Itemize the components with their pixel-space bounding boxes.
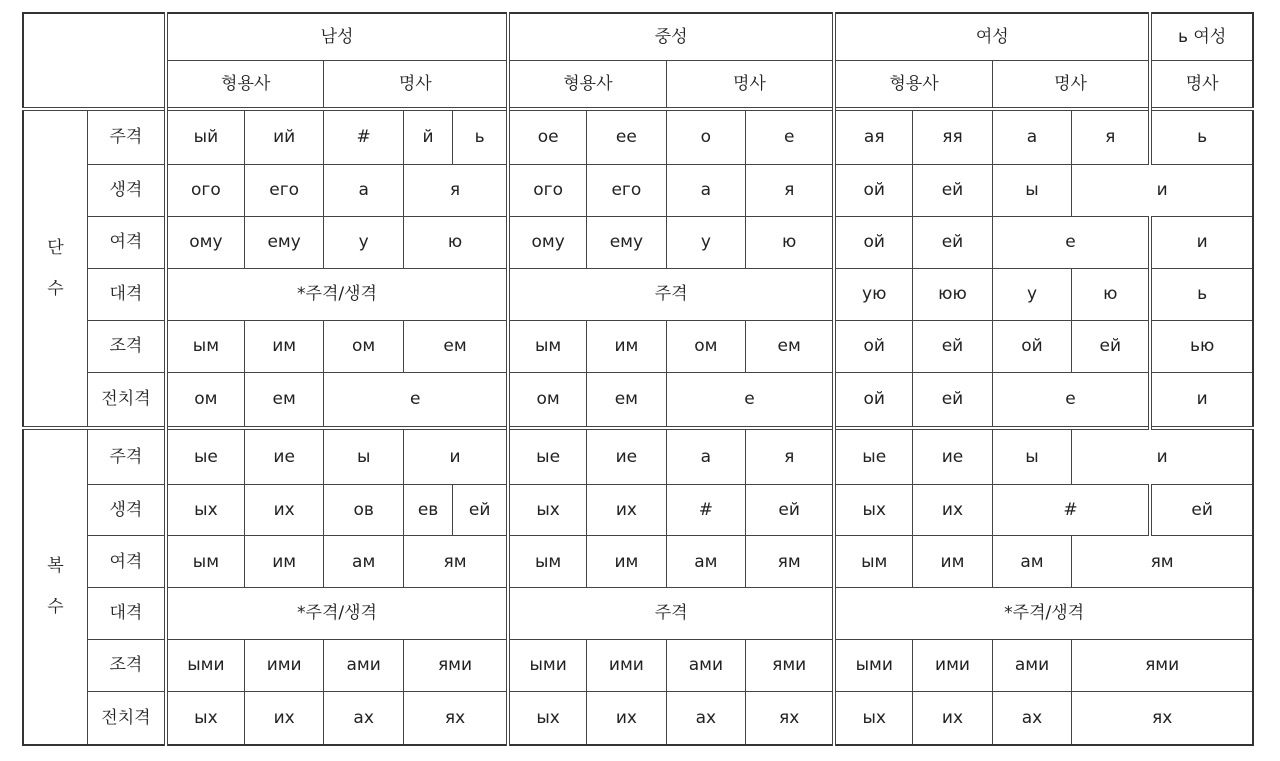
ending-cell: его bbox=[587, 165, 667, 217]
ending-cell: ым bbox=[508, 536, 587, 588]
ending-cell: им bbox=[587, 321, 667, 373]
plural-label bbox=[23, 428, 87, 745]
ending-cell: е bbox=[666, 372, 834, 428]
ending-cell: ы bbox=[992, 428, 1072, 484]
declension-table bbox=[22, 12, 1254, 746]
case-label: 조격 bbox=[87, 321, 166, 373]
ending-cell: юю bbox=[913, 269, 993, 321]
ending-cell: ую bbox=[834, 269, 913, 321]
ending-cell: ого bbox=[508, 165, 587, 217]
ending-cell: ыми bbox=[834, 640, 913, 692]
ending-cell: е bbox=[324, 372, 508, 428]
ending-cell: и bbox=[1150, 372, 1253, 428]
ending-cell: ее bbox=[587, 109, 667, 165]
ending-cell: ые bbox=[834, 428, 913, 484]
ending-cell: их bbox=[244, 484, 324, 536]
ending-cell: ей bbox=[746, 484, 835, 536]
header-feminine: 여성 bbox=[834, 13, 1150, 61]
case-label: 주격 bbox=[87, 109, 166, 165]
singular-label bbox=[23, 109, 87, 428]
ending-cell: ой bbox=[992, 321, 1072, 373]
ending-cell: ой bbox=[834, 217, 913, 269]
header-masculine: 남성 bbox=[166, 13, 508, 61]
ending-cell: ый bbox=[166, 109, 245, 165]
ending-cell: е bbox=[746, 109, 835, 165]
ending-cell: ей bbox=[913, 372, 993, 428]
ending-cell: ая bbox=[834, 109, 913, 165]
ending-cell: е bbox=[992, 372, 1150, 428]
ending-cell: его bbox=[244, 165, 324, 217]
ending-cell: ое bbox=[508, 109, 587, 165]
ending-cell: ей bbox=[453, 484, 508, 536]
ending-cell: а bbox=[666, 428, 746, 484]
ending-cell-merged: *주격/생격 bbox=[166, 588, 508, 640]
ending-cell: ым bbox=[166, 321, 245, 373]
ending-cell-merged: *주격/생격 bbox=[166, 269, 508, 321]
ending-cell: # bbox=[324, 109, 404, 165]
ending-cell: ах bbox=[324, 692, 404, 745]
ending-cell: им bbox=[244, 321, 324, 373]
ending-cell-merged: 주격 bbox=[508, 588, 834, 640]
ending-cell: я bbox=[1072, 109, 1151, 165]
ending-cell: ах bbox=[992, 692, 1072, 745]
ending-cell: их bbox=[244, 692, 324, 745]
ending-cell: ям bbox=[403, 536, 508, 588]
ending-cell: их bbox=[587, 692, 667, 745]
ending-cell: ю bbox=[403, 217, 508, 269]
ending-cell: ями bbox=[746, 640, 835, 692]
ending-cell: ях bbox=[1072, 692, 1253, 745]
case-label: 대격 bbox=[87, 269, 166, 321]
ending-cell: ых bbox=[166, 484, 245, 536]
ending-cell: ые bbox=[166, 428, 245, 484]
ending-cell: # bbox=[992, 484, 1150, 536]
ending-cell: # bbox=[666, 484, 746, 536]
ending-cell: ом bbox=[666, 321, 746, 373]
ending-cell: ей bbox=[1150, 484, 1253, 536]
ending-cell: ев bbox=[403, 484, 452, 536]
subheader-masculine-adjective: 형용사 bbox=[166, 61, 324, 110]
ending-cell: ью bbox=[1150, 321, 1253, 373]
ending-cell: ь bbox=[453, 109, 508, 165]
ending-cell: ими bbox=[244, 640, 324, 692]
ending-cell: ы bbox=[324, 428, 404, 484]
subheader-neuter-adjective: 형용사 bbox=[508, 61, 666, 110]
case-label: 여격 bbox=[87, 536, 166, 588]
ending-cell: ях bbox=[403, 692, 508, 745]
ending-cell: ем bbox=[403, 321, 508, 373]
ending-cell: ами bbox=[666, 640, 746, 692]
ending-cell: им bbox=[913, 536, 993, 588]
ending-cell: ым bbox=[508, 321, 587, 373]
ending-cell: ь bbox=[1150, 109, 1253, 165]
ending-cell: ой bbox=[834, 321, 913, 373]
plural-label-char-2: 수 bbox=[47, 597, 64, 618]
ending-cell: и bbox=[403, 428, 508, 484]
plural-label-char-1: 복 bbox=[47, 556, 64, 577]
ending-cell: ых bbox=[508, 692, 587, 745]
ending-cell: ий bbox=[244, 109, 324, 165]
ending-cell: ыми bbox=[166, 640, 245, 692]
subheader-feminine-adjective: 형용사 bbox=[834, 61, 992, 110]
ending-cell: а bbox=[666, 165, 746, 217]
ending-cell: а bbox=[324, 165, 404, 217]
singular-label-char-1: 단 bbox=[47, 237, 64, 258]
ending-cell: я bbox=[746, 165, 835, 217]
ending-cell: ах bbox=[666, 692, 746, 745]
subheader-masculine-noun: 명사 bbox=[324, 61, 508, 110]
ending-cell: ями bbox=[403, 640, 508, 692]
ending-cell: у bbox=[992, 269, 1072, 321]
ending-cell: у bbox=[666, 217, 746, 269]
subheader-neuter-noun: 명사 bbox=[666, 61, 834, 110]
header-neuter: 중성 bbox=[508, 13, 834, 61]
ending-cell: ем bbox=[587, 372, 667, 428]
ending-cell: ой bbox=[834, 372, 913, 428]
case-label: 전치격 bbox=[87, 692, 166, 745]
ending-cell: им bbox=[244, 536, 324, 588]
ending-cell: им bbox=[587, 536, 667, 588]
ending-cell: ам bbox=[992, 536, 1072, 588]
ending-cell: ам bbox=[666, 536, 746, 588]
case-label: 생격 bbox=[87, 484, 166, 536]
ending-cell: и bbox=[1150, 217, 1253, 269]
ending-cell: у bbox=[324, 217, 404, 269]
case-label: 대격 bbox=[87, 588, 166, 640]
ending-cell: яя bbox=[913, 109, 993, 165]
ending-cell: ых bbox=[834, 692, 913, 745]
case-label: 조격 bbox=[87, 640, 166, 692]
ending-cell: ему bbox=[587, 217, 667, 269]
ending-cell: ому bbox=[166, 217, 245, 269]
ending-cell: о bbox=[666, 109, 746, 165]
ending-cell: ым bbox=[834, 536, 913, 588]
case-label: 주격 bbox=[87, 428, 166, 484]
ending-cell: ю bbox=[746, 217, 835, 269]
ending-cell: ами bbox=[992, 640, 1072, 692]
ending-cell: ие bbox=[587, 428, 667, 484]
header-soft-feminine: ь 여성 bbox=[1150, 13, 1253, 61]
corner-cell bbox=[23, 13, 166, 109]
ending-cell: ов bbox=[324, 484, 404, 536]
case-label: 여격 bbox=[87, 217, 166, 269]
singular-label-char-2: 수 bbox=[47, 278, 64, 299]
ending-cell: ем bbox=[244, 372, 324, 428]
ending-cell: ы bbox=[992, 165, 1072, 217]
ending-cell: ям bbox=[1072, 536, 1253, 588]
ending-cell: ого bbox=[166, 165, 245, 217]
ending-cell: ом bbox=[508, 372, 587, 428]
ending-cell: ым bbox=[166, 536, 245, 588]
ending-cell: й bbox=[403, 109, 452, 165]
ending-cell: ых bbox=[834, 484, 913, 536]
ending-cell: ых bbox=[166, 692, 245, 745]
ending-cell: ей bbox=[913, 217, 993, 269]
ending-cell: ями bbox=[1072, 640, 1253, 692]
subheader-feminine-noun: 명사 bbox=[992, 61, 1150, 110]
ending-cell: ь bbox=[1150, 269, 1253, 321]
ending-cell: ям bbox=[746, 536, 835, 588]
ending-cell: ому bbox=[508, 217, 587, 269]
ending-cell: ими bbox=[913, 640, 993, 692]
case-label: 생격 bbox=[87, 165, 166, 217]
ending-cell: я bbox=[746, 428, 835, 484]
ending-cell: ими bbox=[587, 640, 667, 692]
ending-cell: ей bbox=[1072, 321, 1151, 373]
ending-cell: ые bbox=[508, 428, 587, 484]
ending-cell: ам bbox=[324, 536, 404, 588]
ending-cell: ом bbox=[166, 372, 245, 428]
ending-cell: ю bbox=[1072, 269, 1151, 321]
ending-cell: ему bbox=[244, 217, 324, 269]
case-label: 전치격 bbox=[87, 372, 166, 428]
ending-cell: ыми bbox=[508, 640, 587, 692]
ending-cell: ом bbox=[324, 321, 404, 373]
ending-cell: и bbox=[1072, 165, 1253, 217]
ending-cell: их bbox=[913, 484, 993, 536]
ending-cell: ей bbox=[913, 165, 993, 217]
ending-cell: а bbox=[992, 109, 1072, 165]
ending-cell: ами bbox=[324, 640, 404, 692]
ending-cell: ие bbox=[913, 428, 993, 484]
ending-cell: е bbox=[992, 217, 1150, 269]
ending-cell: ей bbox=[913, 321, 993, 373]
ending-cell: их bbox=[587, 484, 667, 536]
ending-cell: ем bbox=[746, 321, 835, 373]
ending-cell: и bbox=[1072, 428, 1253, 484]
declension-table-container bbox=[22, 12, 1254, 746]
ending-cell: я bbox=[403, 165, 508, 217]
subheader-soft-feminine-noun: 명사 bbox=[1150, 61, 1253, 110]
ending-cell-merged: *주격/생격 bbox=[834, 588, 1253, 640]
ending-cell: ях bbox=[746, 692, 835, 745]
ending-cell: ие bbox=[244, 428, 324, 484]
ending-cell-merged: 주격 bbox=[508, 269, 834, 321]
ending-cell: ых bbox=[508, 484, 587, 536]
ending-cell: их bbox=[913, 692, 993, 745]
ending-cell: ой bbox=[834, 165, 913, 217]
